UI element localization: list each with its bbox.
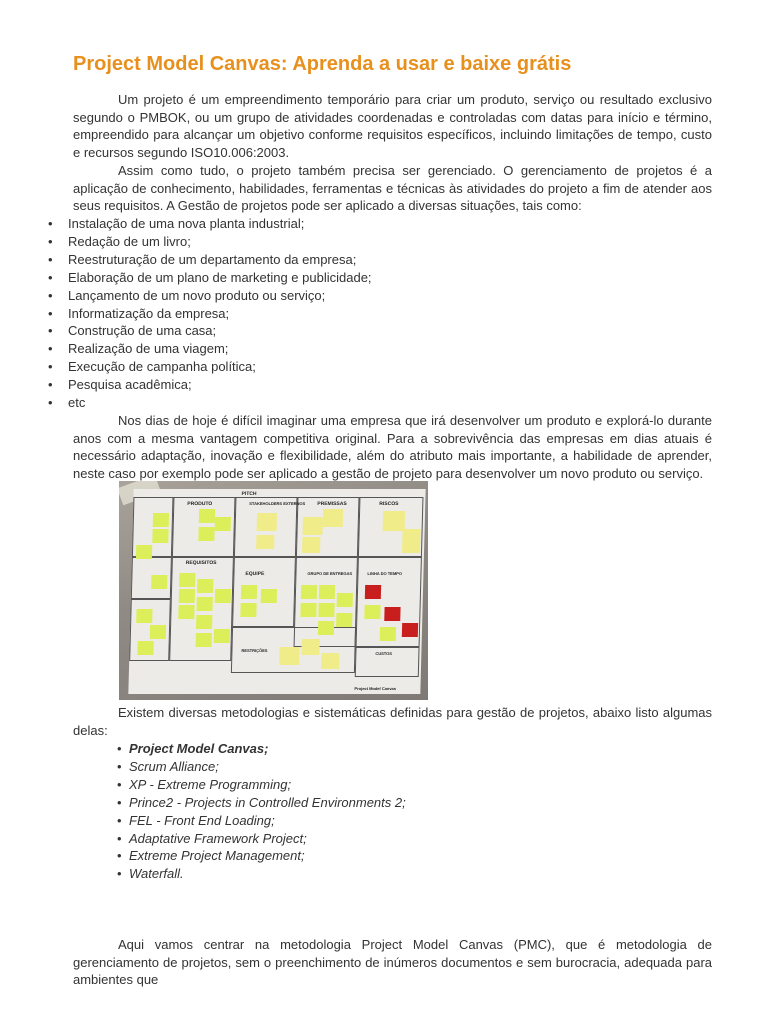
- sticky-note: [178, 605, 194, 619]
- sticky-note: [337, 593, 353, 607]
- sticky-note: [215, 589, 231, 603]
- sticky-note: [301, 585, 317, 599]
- grupo-entregas-label: GRUPO DE ENTREGAS: [307, 571, 353, 576]
- sticky-note: [261, 589, 277, 603]
- list-item: • Realização de uma viagem;: [48, 341, 229, 357]
- sticky-note: [151, 575, 167, 589]
- bullet-icon: •: [117, 866, 122, 882]
- sticky-note: [197, 579, 213, 593]
- sticky-note: [302, 537, 320, 553]
- sticky-note: [321, 653, 339, 669]
- bullet-icon: •: [117, 758, 122, 774]
- sticky-note: [137, 641, 153, 655]
- bullet-icon: •: [48, 287, 53, 303]
- sticky-note: [136, 609, 152, 623]
- sticky-note: [364, 605, 380, 619]
- pitch-label: PITCH: [241, 491, 257, 497]
- situations-list: [0, 215, 740, 412]
- list-item: • Reestruturação de um departamento da empresa;: [48, 251, 357, 267]
- sticky-note: [196, 615, 212, 629]
- sticky-note: [179, 573, 195, 587]
- bullet-icon: •: [48, 216, 53, 231]
- bullet-icon: •: [48, 251, 53, 267]
- board-name-label: Project Model Canvas: [354, 686, 397, 691]
- list-item: • Extreme Project Management;: [117, 848, 305, 864]
- sticky-note: [318, 603, 334, 617]
- list-item: • Project Model Canvas;: [117, 741, 269, 756]
- bullet-icon: •: [48, 323, 53, 339]
- methodologies-intro: Existem diversas metodologias e sistemáticas definidas para gestão de projetos, abaixo listo algumas delas:: [73, 705, 712, 738]
- sticky-note: [198, 527, 214, 541]
- riscos-label: RISCOS: [379, 501, 399, 507]
- bullet-icon: •: [48, 395, 53, 411]
- sticky-note: [319, 585, 335, 599]
- sticky-note: [136, 545, 152, 559]
- sticky-note: [257, 513, 277, 531]
- sticky-note: [383, 511, 406, 531]
- list-item: • Instalação de uma nova planta industrial;: [48, 216, 305, 231]
- bullet-icon: •: [48, 359, 53, 375]
- list-item: • Lançamento de um novo produto ou serviço;: [48, 287, 326, 303]
- sticky-note: [402, 529, 421, 553]
- sticky-note: [196, 597, 212, 611]
- sticky-note: [152, 529, 168, 543]
- list-item: • Elaboração de um plano de marketing e publicidade;: [48, 269, 372, 285]
- sticky-note: [214, 629, 230, 643]
- sticky-note: [323, 509, 343, 527]
- sticky-note: [196, 633, 212, 647]
- restricoes-label: RESTRIÇÕES: [241, 648, 268, 653]
- sticky-note: [179, 589, 195, 603]
- bullet-icon: •: [48, 377, 53, 393]
- project-model-canvas-photo: [119, 481, 428, 700]
- equipe-label: EQUIPE: [245, 571, 265, 577]
- bullet-icon: •: [117, 794, 122, 810]
- methodologies-list: [0, 740, 740, 883]
- list-item: • Waterfall.: [117, 866, 184, 882]
- sticky-note: [241, 585, 257, 599]
- sticky-note: [384, 607, 400, 621]
- stakeholders-label: STAKEHOLDERS EXTERNOS: [249, 501, 306, 506]
- list-item: • etc: [48, 395, 86, 411]
- list-item: • XP - Extreme Programming;: [117, 776, 292, 792]
- management-paragraph: Assim como tudo, o projeto também precisa ser gerenciado. O gerenciamento de projetos é a aplicação de conhecimento, habilidades, ferramentas e técnicas às atividades do projeto a fim de atender aos seus requisitos. A Gestão de projetos pode ser aplicado a diversas situações, tais como:: [73, 163, 712, 213]
- intro-paragraph: Um projeto é um empreendimento temporário para criar um produto, serviço ou resultado exclusivo segundo o PMBOK, ou um grupo de atividades coordenadas e controladas com datas para início e término, empreendido para alcançar um objetivo conforme requisitos específicos, incluindo limitações de tempo, custo e recursos segundo ISO10.006:2003.: [73, 92, 712, 160]
- requisitos-label: REQUISITOS: [185, 560, 217, 566]
- bullet-icon: •: [117, 830, 122, 846]
- list-item: • Informatização da empresa;: [48, 305, 230, 321]
- sticky-note: [380, 627, 396, 641]
- premissas-label: PREMISSAS: [317, 501, 347, 507]
- list-item: • FEL - Front End Loading;: [117, 812, 275, 828]
- bullet-icon: •: [117, 848, 122, 864]
- custos-label: CUSTOS: [375, 651, 393, 656]
- sticky-note: [150, 625, 166, 639]
- bullet-icon: •: [117, 741, 122, 756]
- sticky-note: [336, 613, 352, 627]
- sticky-note: [300, 603, 316, 617]
- context-paragraph: Nos dias de hoje é difícil imaginar uma empresa que irá desenvolver um produto e explorá-lo durante anos com a mesma vantagem competitiva original. Para a sobrevivência das empresas em dias atuais é necessário adaptação, inovação e flexibilidade, além do atributo mais importante, a habilidade de aprender, neste caso por exemplo pode ser aplicado a gestão de projeto para desenvolver um novo produto ou serviço.: [73, 413, 712, 481]
- linha-tempo-label: LINHA DO TEMPO: [367, 571, 403, 576]
- list-item: • Adaptative Framework Project;: [117, 830, 307, 846]
- page-title: Project Model Canvas: Aprenda a usar e baixe grátis: [73, 53, 572, 75]
- sticky-note: [256, 535, 274, 549]
- canvas-board: [128, 489, 425, 694]
- list-item: • Redação de um livro;: [48, 233, 191, 249]
- sticky-note: [199, 509, 215, 523]
- list-item: • Pesquisa acadêmica;: [48, 377, 192, 393]
- list-item: • Scrum Alliance;: [117, 758, 219, 774]
- bullet-icon: •: [48, 269, 53, 285]
- bullet-icon: •: [117, 776, 122, 792]
- list-item: • Prince2 - Projects in Controlled Environments 2;: [117, 794, 406, 810]
- bullet-icon: •: [48, 233, 53, 249]
- sticky-note: [301, 639, 319, 655]
- sticky-note: [365, 585, 381, 599]
- list-item: • Execução de campanha política;: [48, 359, 256, 375]
- list-item: • Construção de uma casa;: [48, 323, 217, 339]
- sticky-note: [279, 647, 299, 665]
- produto-label: PRODUTO: [187, 501, 213, 507]
- bullet-icon: •: [48, 341, 53, 357]
- bullet-icon: •: [117, 812, 122, 828]
- sticky-note: [402, 623, 418, 637]
- sticky-note: [318, 621, 334, 635]
- pmc-paragraph: Aqui vamos centrar na metodologia Project Model Canvas (PMC), que é metodologia de gerenciamento de projetos, sem o preenchimento de inúmeros documentos e sem burocracia, adequada para ambientes que: [73, 937, 712, 987]
- sticky-note: [240, 603, 256, 617]
- sticky-note: [302, 517, 322, 535]
- bullet-icon: •: [48, 305, 53, 321]
- sticky-note: [215, 517, 231, 531]
- sticky-note: [153, 513, 169, 527]
